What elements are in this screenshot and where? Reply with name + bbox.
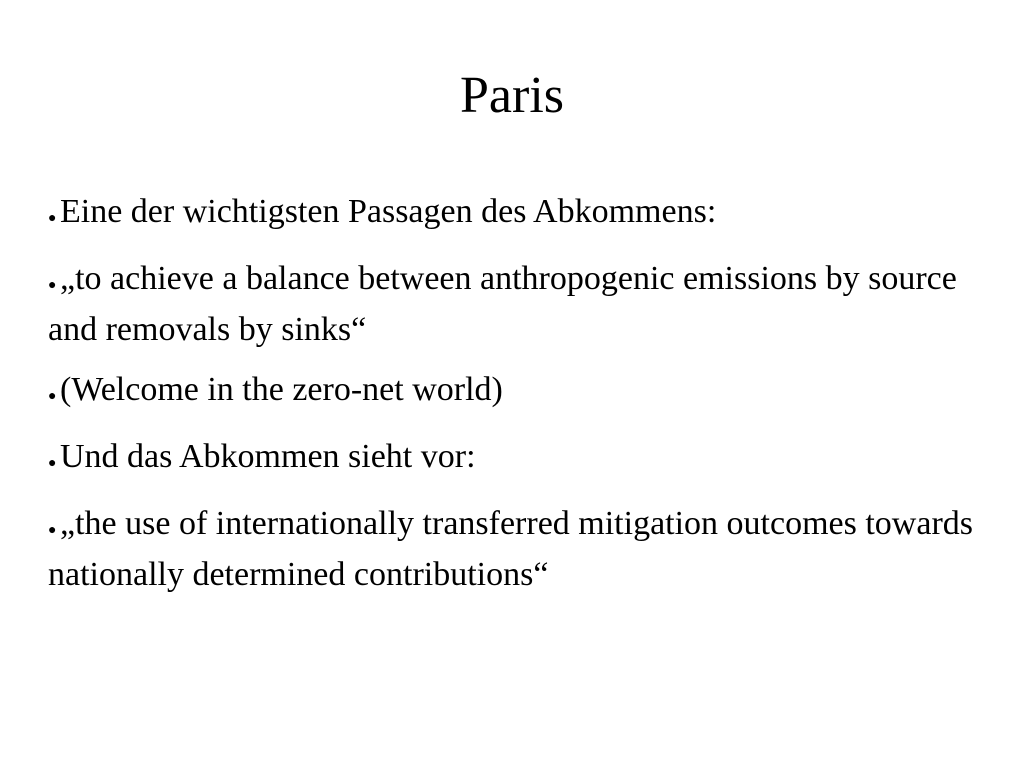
bullet-text: (Welcome in the zero-net world): [60, 371, 503, 408]
bullet-item: [48, 368, 988, 419]
bullet-dot-icon: ●: [48, 389, 57, 404]
bullet-item: [48, 190, 988, 241]
bullet-dot-icon: ●: [48, 278, 57, 293]
slide-title: Paris: [460, 67, 564, 124]
bullet-item: [48, 435, 988, 486]
bullet-text: „the use of internationally transferred mitigation outcomes towards nationally determined contributions“: [48, 505, 974, 593]
bullet-dot-icon: ●: [48, 456, 57, 471]
bullet-dot-icon: ●: [48, 523, 57, 538]
bullet-text: Und das Abkommen sieht vor:: [60, 438, 476, 475]
bullet-dot-icon: ●: [48, 211, 57, 226]
bullet-item: [48, 257, 988, 352]
bullet-list: [48, 190, 988, 613]
bullet-text: „to achieve a balance between anthropogenic emissions by source and removals by sinks“: [48, 260, 957, 348]
bullet-item: [48, 502, 988, 597]
bullet-text: Eine der wichtigsten Passagen des Abkommens:: [60, 193, 717, 230]
